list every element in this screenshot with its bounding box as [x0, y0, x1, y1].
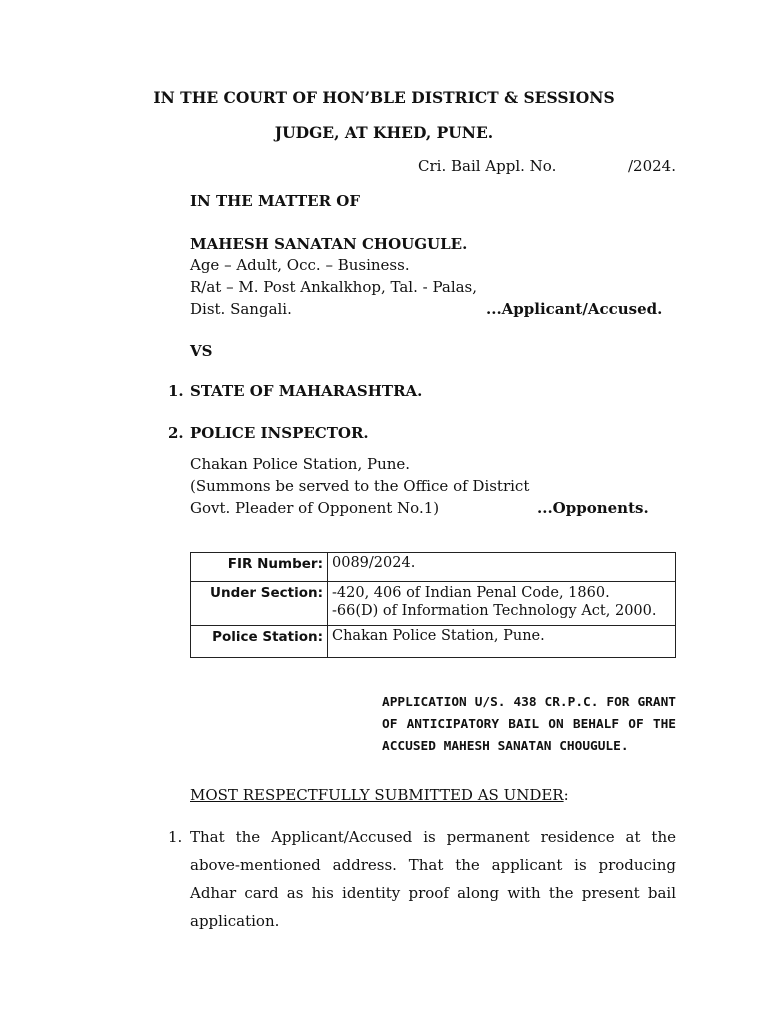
application-heading: APPLICATION U/S. 438 CR.P.C. FOR GRANT OF ANTICIPATORY BAIL ON BEHALF OF THE ACCUSED MAHESH SANATAN CHOUGULE. — [382, 695, 676, 754]
case-number-year: /2024. — [628, 157, 676, 175]
table-row — [191, 582, 676, 626]
applicant-name: MAHESH SANATAN CHOUGULE. — [190, 235, 468, 253]
applicant-age-occupation: Age – Adult, Occ. – Business. — [190, 256, 410, 274]
opponents-role: ...Opponents. — [537, 499, 649, 517]
submitted-heading-colon: : — [563, 786, 569, 804]
under-section-value — [328, 582, 676, 626]
opponent1-name: STATE OF MAHARASHTRA. — [190, 382, 423, 400]
table-row — [191, 626, 676, 658]
para1-text: That the Applicant/Accused is permanent residence at the above-mentioned address. That the applicant is producing Adhar card as his identity proof along with the present bail application. — [190, 828, 676, 930]
submitted-heading — [190, 786, 569, 804]
opponent2-summons: (Summons be served to the Office of District — [190, 477, 530, 495]
police-station-label: Police Station: — [191, 626, 328, 658]
under-section-line-it-act: -66(D) of Information Technology Act, 2000. — [332, 603, 657, 619]
fir-details-table — [190, 552, 676, 658]
court-title-line2: JUDGE, AT KHED, PUNE. — [274, 123, 494, 142]
opponent2-pleader: Govt. Pleader of Opponent No.1) — [190, 499, 440, 517]
fir-number-value-line: 0089/2024. — [332, 555, 416, 571]
versus-label: VS — [190, 342, 213, 360]
under-section-label: Under Section: — [191, 582, 328, 626]
applicant-role: ...Applicant/Accused. — [486, 300, 663, 318]
applicant-address: R/at – M. Post Ankalkhop, Tal. - Palas, — [190, 278, 478, 296]
submitted-heading-text: MOST RESPECTFULLY SUBMITTED AS UNDER — [190, 786, 564, 804]
applicant-district: Dist. Sangali. — [190, 300, 292, 318]
opponent2-name: POLICE INSPECTOR. — [190, 424, 369, 442]
under-section-line-ipc: -420, 406 of Indian Penal Code, 1860. — [332, 585, 610, 601]
table-row — [191, 553, 676, 582]
fir-number-value — [328, 553, 676, 582]
opponent2-number: 2. — [168, 424, 184, 442]
opponent2-station: Chakan Police Station, Pune. — [190, 455, 411, 473]
para1-number: 1. — [168, 828, 183, 846]
opponent1-number: 1. — [168, 382, 184, 400]
fir-number-label: FIR Number: — [191, 553, 328, 582]
court-title-line1: IN THE COURT OF HON’BLE DISTRICT & SESSIONS — [153, 88, 615, 107]
matter-heading: IN THE MATTER OF — [190, 192, 360, 210]
police-station-value — [328, 626, 676, 658]
police-station-value-line: Chakan Police Station, Pune. — [332, 628, 545, 644]
case-number-label: Cri. Bail Appl. No. — [418, 157, 557, 175]
